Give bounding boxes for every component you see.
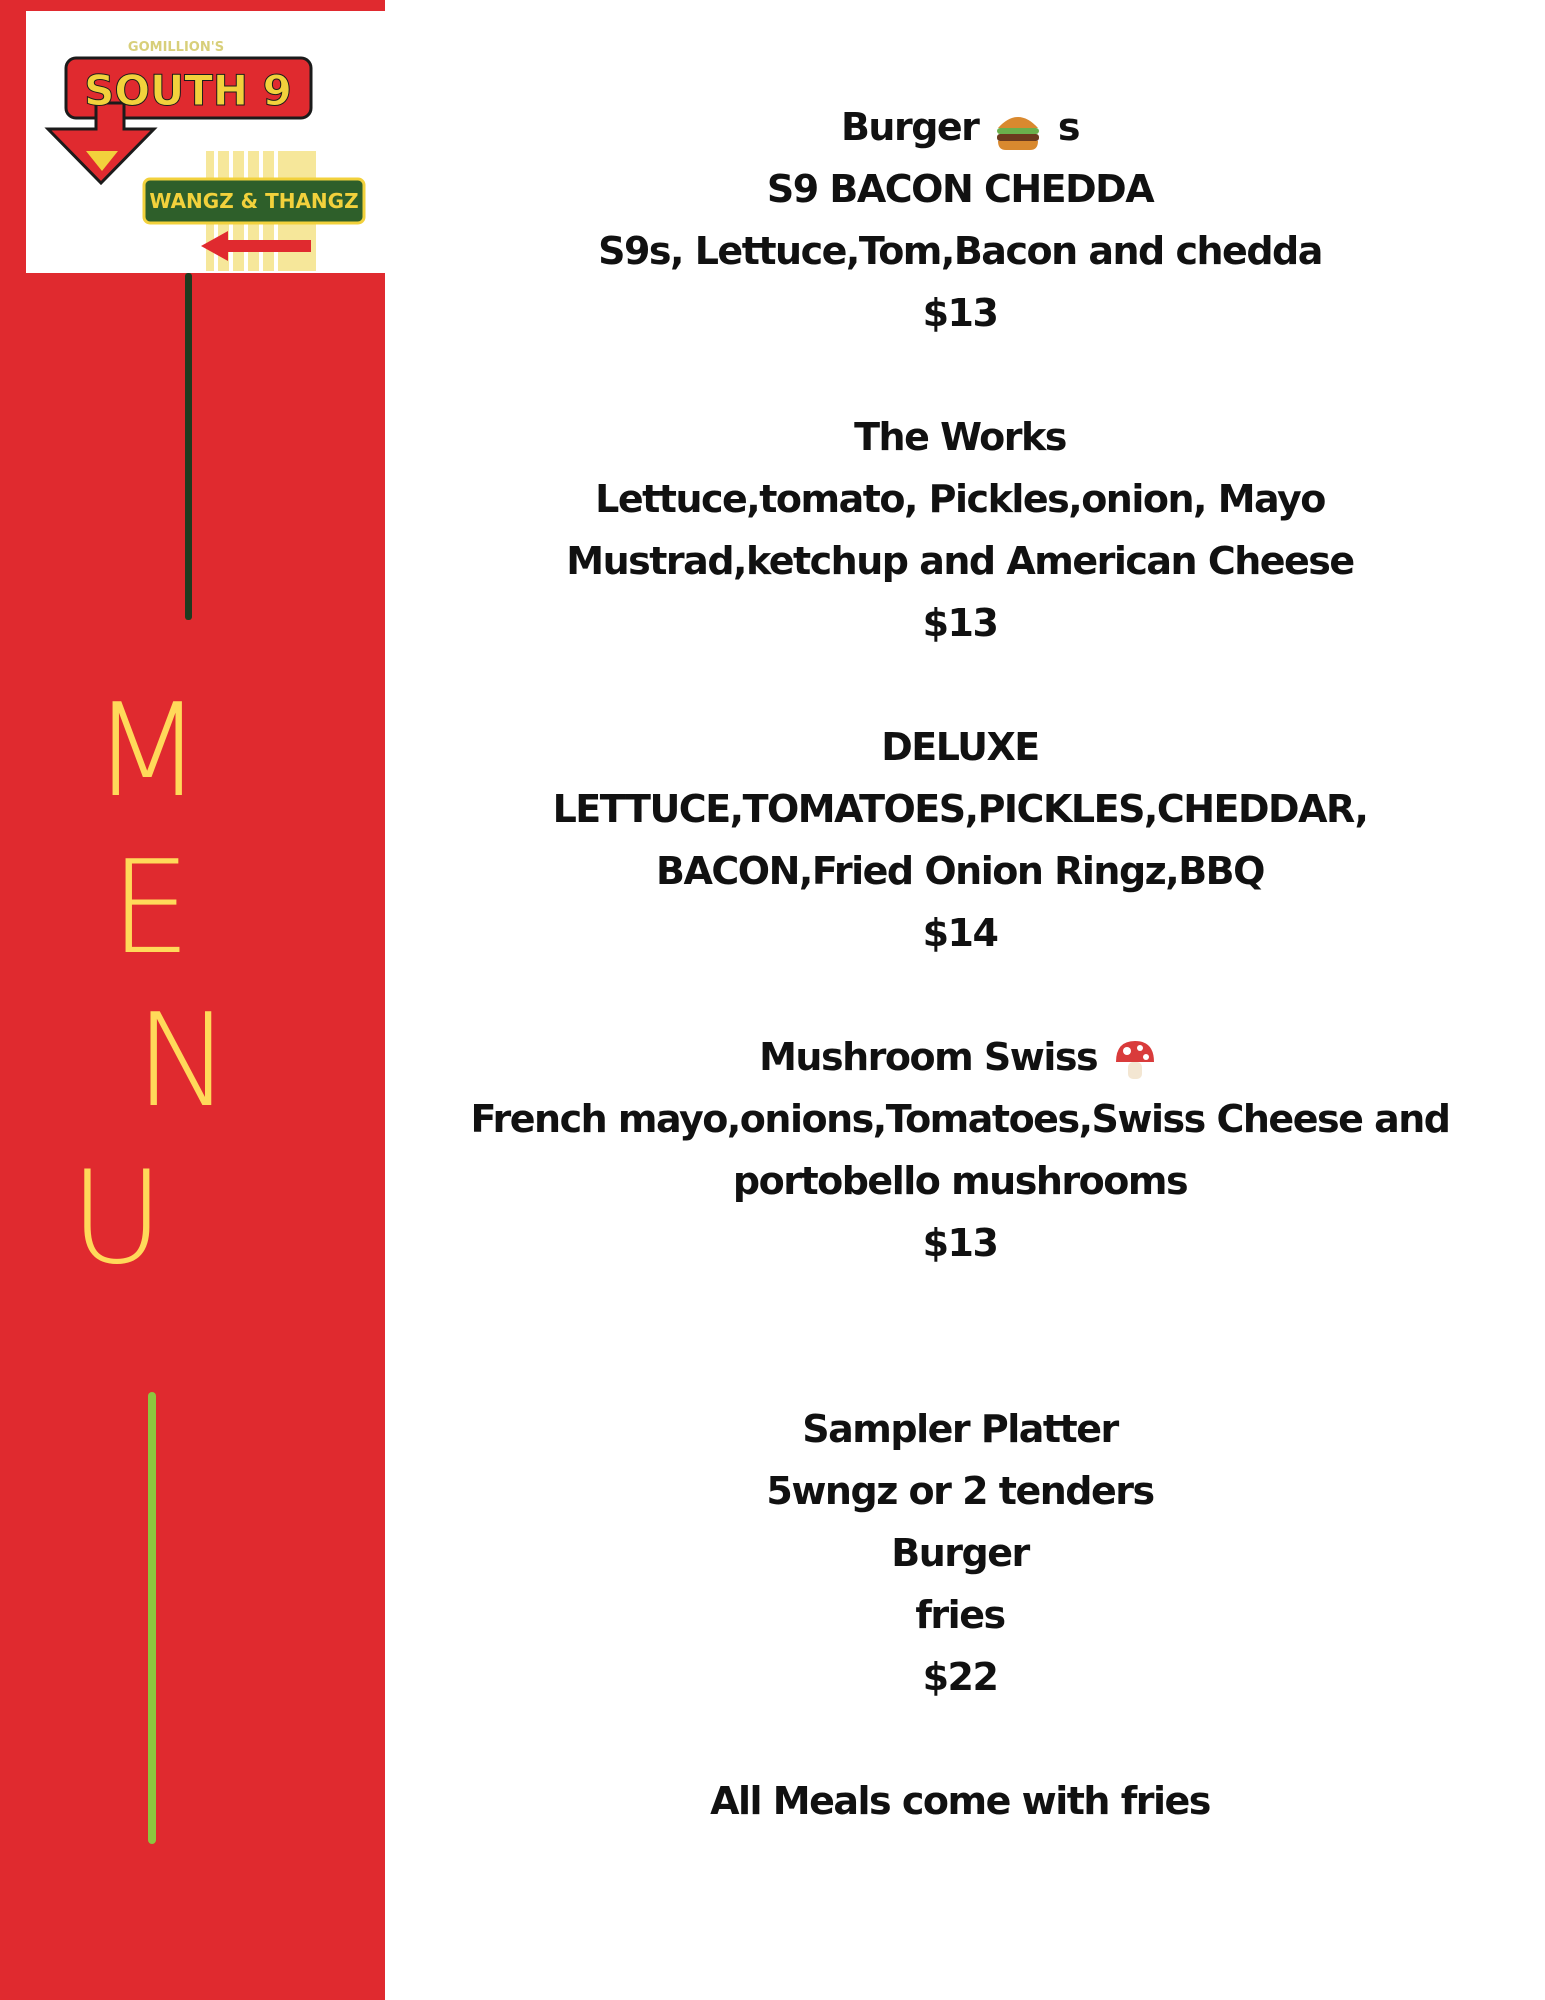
menu-item-price: $14 <box>922 911 998 955</box>
logo <box>26 11 385 273</box>
sidebar-top-strip <box>0 0 385 11</box>
sidebar-divider-green <box>148 1392 156 1844</box>
spacer <box>430 1274 1490 1398</box>
menu-letter-e: E <box>110 834 191 983</box>
menu-item <box>430 158 1490 344</box>
menu-item-name: The Works <box>854 415 1066 459</box>
menu-item <box>430 1398 1490 1708</box>
menu-item-price: $13 <box>922 1221 998 1265</box>
menu-item-description: 5wngz or 2 tenders <box>766 1469 1154 1513</box>
footer-note: All Meals come with fries <box>710 1779 1210 1823</box>
menu-item-price: $13 <box>922 291 998 335</box>
menu-item-name: S9 BACON CHEDDA <box>766 167 1154 211</box>
spacer <box>430 964 1490 1026</box>
menu-item <box>430 716 1490 964</box>
logo-owner-text: GOMILLION'S <box>127 40 225 55</box>
menu-item-description: Mustrad,ketchup and American Cheese <box>566 539 1354 583</box>
menu-item-description: portobello mushrooms <box>732 1159 1188 1203</box>
mushroom-icon <box>1113 1038 1157 1082</box>
logo-tagline-text: WANGZ & THANGZ <box>149 189 359 213</box>
menu-item-description: S9s, Lettuce,Tom,Bacon and chedda <box>598 229 1322 273</box>
menu-item-description: LETTUCE,TOMATOES,PICKLES,CHEDDAR, <box>552 787 1368 831</box>
menu-item-name: Sampler Platter <box>802 1407 1118 1451</box>
sidebar-divider-dark <box>185 273 192 620</box>
spacer <box>430 344 1490 406</box>
menu-item-name-row <box>430 1026 1490 1088</box>
menu-item-description: Burger <box>891 1531 1029 1575</box>
section-heading <box>430 96 1490 158</box>
section-heading-suffix: s <box>1057 105 1080 149</box>
menu-content <box>430 96 1490 1832</box>
menu-item <box>430 406 1490 654</box>
menu-item-description: fries <box>915 1593 1005 1637</box>
burger-icon <box>994 108 1042 152</box>
menu-item-name: DELUXE <box>881 725 1039 769</box>
menu-item-price: $13 <box>922 601 998 645</box>
menu-letter-u: U <box>70 1144 164 1293</box>
spacer <box>430 1708 1490 1770</box>
menu-item <box>430 1026 1490 1274</box>
section-heading-prefix: Burger <box>840 105 979 149</box>
menu-letter-n: N <box>135 987 231 1136</box>
logo-graphic <box>26 11 385 273</box>
menu-letter-m: M <box>92 677 203 826</box>
spacer <box>430 654 1490 716</box>
menu-item-description: Lettuce,tomato, Pickles,onion, Mayo <box>595 477 1325 521</box>
logo-brand-text: SOUTH 9 <box>84 66 292 115</box>
menu-item-name: Mushroom Swiss <box>759 1035 1098 1079</box>
menu-item-description: French mayo,onions,Tomatoes,Swiss Cheese and <box>470 1097 1450 1141</box>
menu-item-price: $22 <box>922 1655 998 1699</box>
menu-item-description: BACON,Fried Onion Ringz,BBQ <box>656 849 1264 893</box>
